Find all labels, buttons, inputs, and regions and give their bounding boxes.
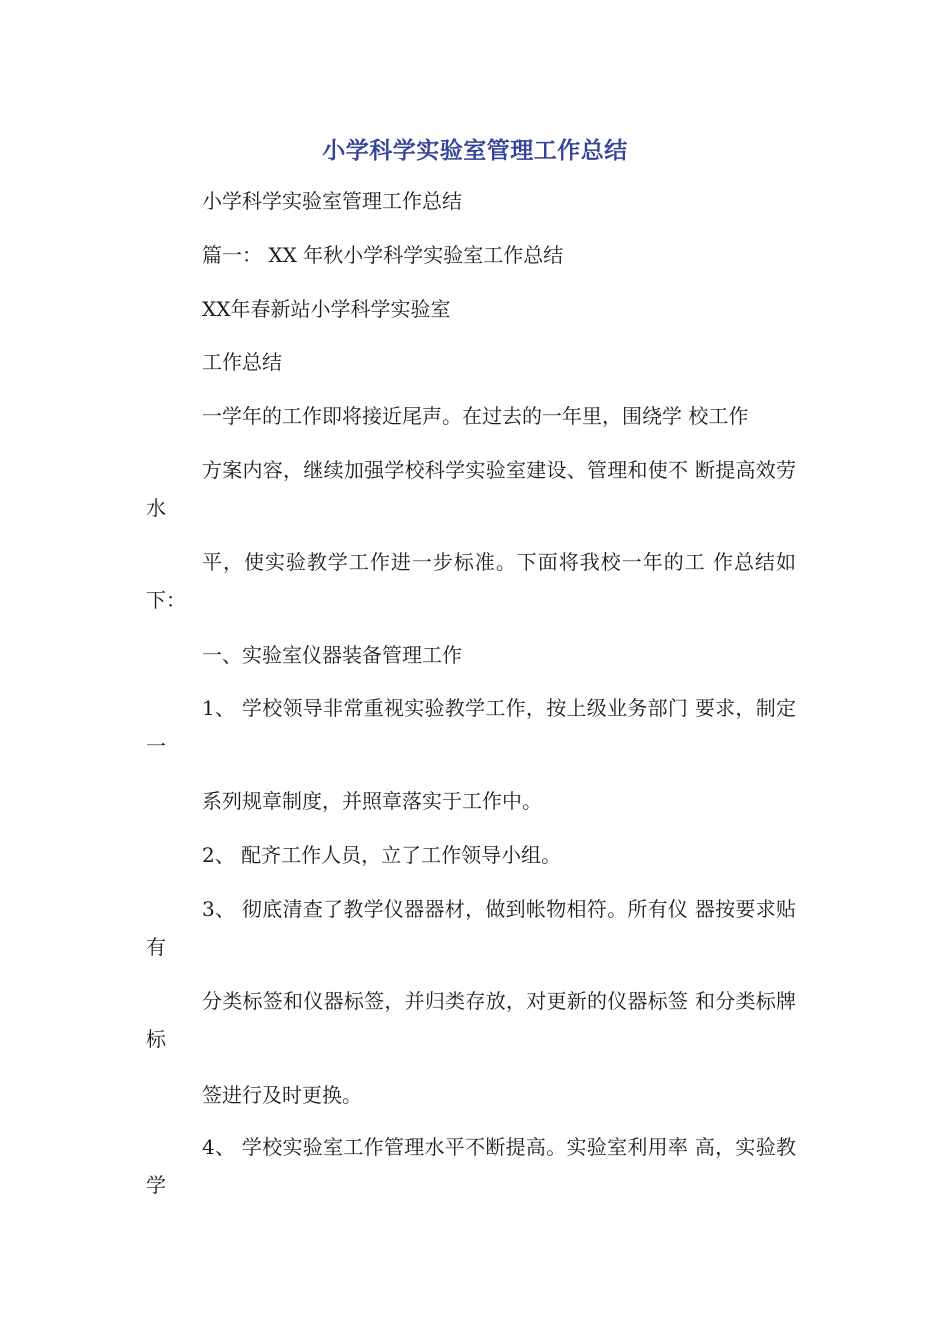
paragraph: 一学年的工作即将接近尾声。在过去的一年里，围绕学 校工作 — [202, 404, 749, 428]
paragraph: 签进行及时更换。 — [202, 1083, 362, 1107]
paragraph: XX年春新站小学科学实验室 — [202, 297, 451, 321]
paragraph: 平，使实验教学工作进一步标准。下面将我校一年的工 作总结如下： — [146, 550, 796, 612]
paragraph: 小学科学实验室管理工作总结 — [202, 189, 462, 213]
paragraph: 1、 学校领导非常重视实验教学工作，按上级业务部门 要求，制定一 — [146, 696, 796, 758]
paragraph: 方案内容，继续加强学校科学实验室建设、管理和使不 断提高效劳水 — [146, 458, 796, 520]
paragraph: 2、 配齐工作人员，立了工作领导小组。 — [202, 843, 562, 867]
document-title: 小学科学实验室管理工作总结 — [322, 138, 628, 164]
paragraph: 3、 彻底清查了教学仪器器材，做到帐物相符。所有仪 器按要求贴有 — [146, 897, 796, 959]
paragraph: 篇一： XX 年秋小学科学实验室工作总结 — [202, 243, 564, 267]
paragraph: 分类标签和仪器标签，并归类存放，对更新的仪器标签 和分类标牌标 — [146, 989, 796, 1051]
paragraph: 一、实验室仪器装备管理工作 — [202, 643, 462, 667]
paragraph: 4、 学校实验室工作管理水平不断提高。实验室利用率 高，实验教学 — [146, 1135, 796, 1197]
paragraph: 工作总结 — [202, 350, 282, 374]
paragraph: 系列规章制度，并照章落实于工作中。 — [202, 789, 542, 813]
